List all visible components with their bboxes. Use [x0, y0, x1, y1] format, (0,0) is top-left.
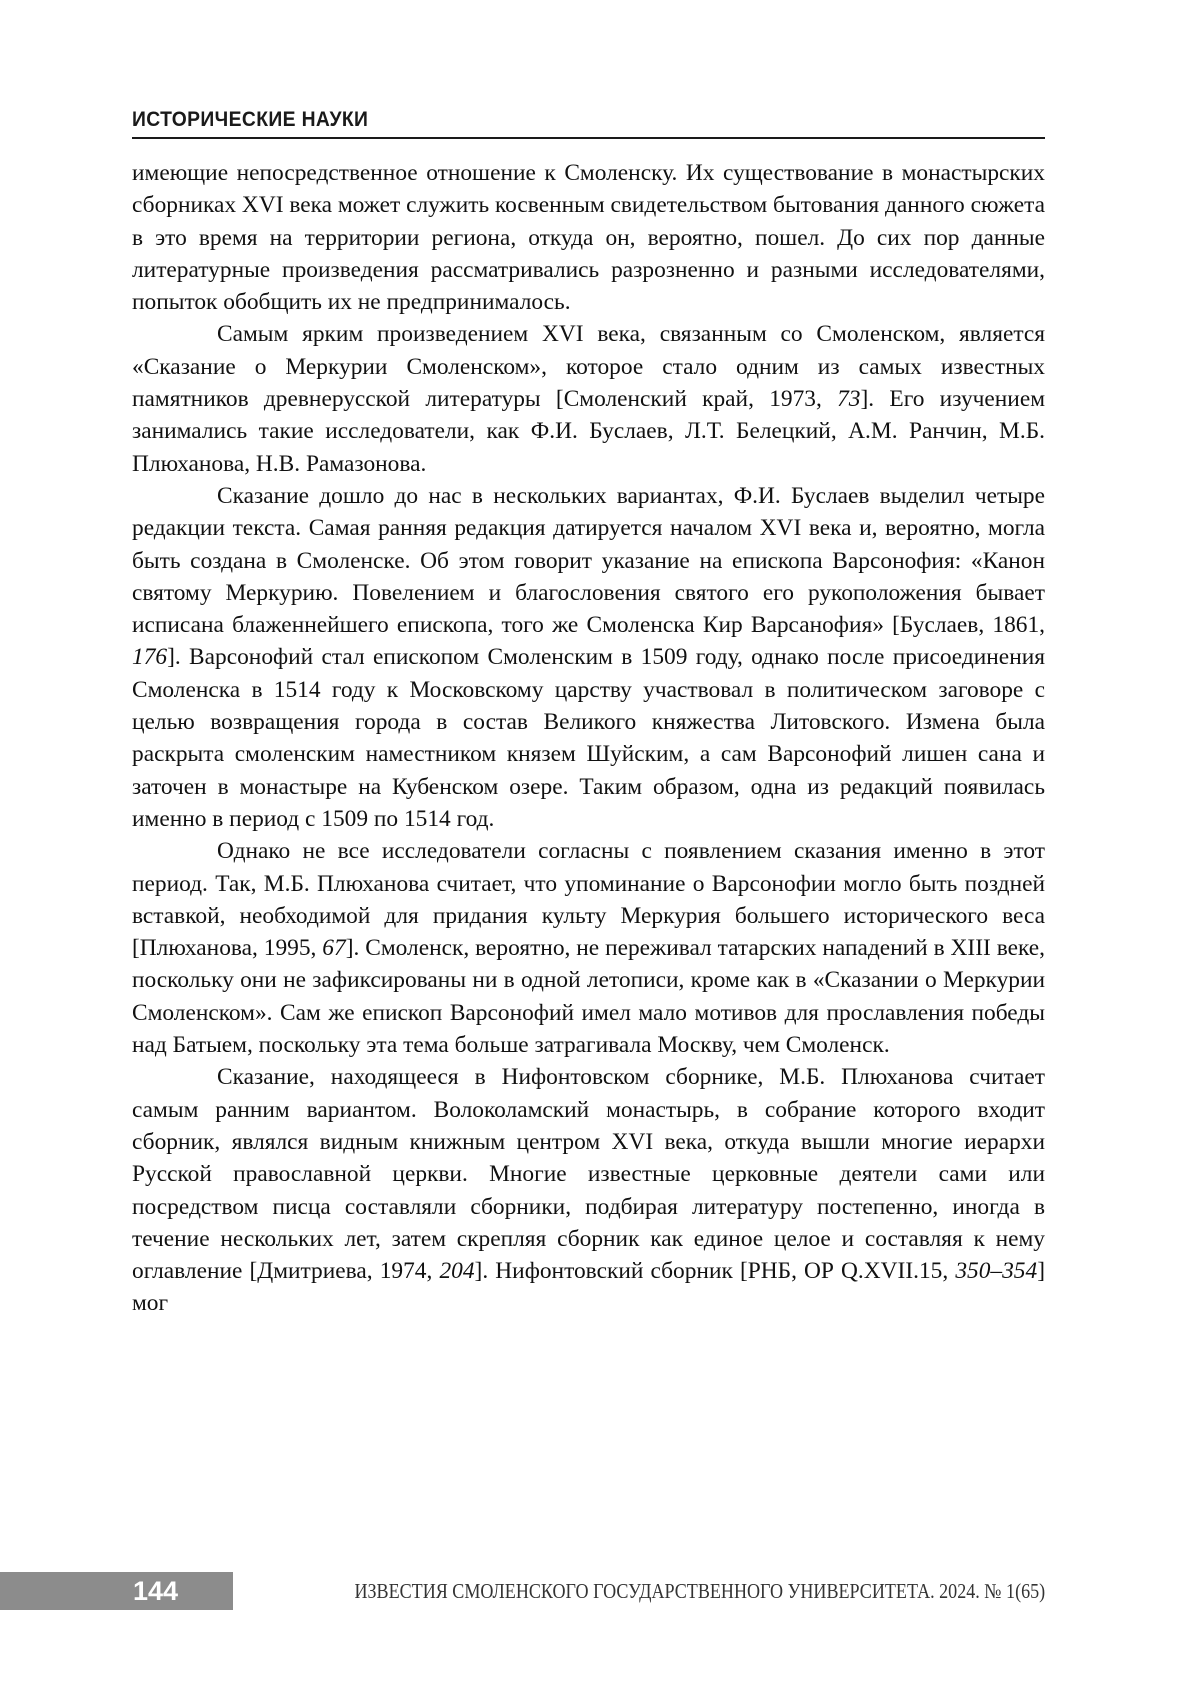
paragraph-4 — [132, 835, 1045, 1061]
page-number-box — [0, 1572, 233, 1610]
paragraph-3-text-a: Сказание дошло до нас в нескольких вариантах, Ф.И. Буслаев выделил четыре редакции текста. Самая ранняя редакция датируется началом XVI века и, вероятно, могла быть создана в Смоленске. Об этом говорит указание на епископа Варсонофия: «Канон святому Меркурию. Повелением и благословения святого его рукоположения бывает исписана блаженнейшего епископа, того же Смоленска Кир Варсанофия» [Буслаев, 1861, — [132, 482, 1045, 639]
article-body — [132, 157, 1045, 1320]
paragraph-1: имеющие непосредственное отношение к Смоленску. Их существование в монастырских сборниках XVI века может служить косвенным свидетельством бытования данного сюжета в это время на территории региона, откуда он, вероятно, пошел. До сих пор данные литературные произведения рассматривались разрозненно и разными исследователями, попыток обобщить их не предпринималось. — [132, 160, 1045, 316]
paragraph-4-text-b: ]. Смоленск, вероятно, не переживал татарских нападений в XIII веке, поскольку они не зафиксированы ни в одной летописи, кроме как в «Сказании о Меркурии Смоленском». Сам же епископ Варсонофий имел мало мотивов для прославления победы над Батыем, поскольку эта тема больше затрагивала Москву, чем Смоленск. — [132, 935, 1045, 1059]
paragraph-5-citation-page-2: 350–354 — [955, 1258, 1038, 1285]
page-number: 144 — [133, 1576, 179, 1606]
paragraph-3 — [132, 480, 1045, 835]
paragraph-5-citation-page-1: 204 — [439, 1258, 475, 1285]
paragraph-2 — [132, 318, 1045, 479]
paragraph-5 — [132, 1061, 1045, 1319]
paragraph-5-text-a: Сказание, находящееся в Нифонтовском сборнике, М.Б. Плюханова считает самым ранним вариантом. Волоколамский монастырь, в собрание которого входит сборник, являлся видным книжным центром XVI века, откуда вышли многие иерархи Русской православной церкви. Многие известные церковные деятели сами или посредством писца составляли сборники, подбирая литературу постепенно, иногда в течение нескольких лет, затем скрепляя сборник как единое целое и составляя к нему оглавление [Дмитриева, 1974, — [132, 1064, 1045, 1285]
paragraph-2-text-b: ]. Его изучением занимались такие исследователи, как Ф.И. Буслаев, Л.Т. Белецкий, А.М. Ранчин, М.Б. Плюханова, Н.В. Рамазонова. — [132, 386, 1046, 477]
paragraph-3-text-b: ]. Варсонофий стал епископом Смоленским в 1509 году, однако после присоединения Смоленска в 1514 году к Московскому царству участвовал в политическом заговоре с целью возвращения города в состав Великого княжества Литовского. Измена была раскрыта смоленским наместником князем Шуйским, а сам Варсонофий лишен сана и заточен в монастыре на Кубенском озере. Таким образом, одна из редакций появилась именно в период с 1509 по 1514 год. — [132, 644, 1045, 832]
paragraph-4-citation-page: 67 — [322, 935, 346, 962]
paragraph-2-citation-page: 73 — [837, 386, 861, 413]
running-head-section-title: ИСТОРИЧЕСКИЕ НАУКИ — [132, 108, 369, 131]
journal-title: ИЗВЕСТИЯ СМОЛЕНСКОГО ГОСУДАРСТВЕННОГО УНИВЕРСИТЕТА. 2024. № 1(65) — [354, 1579, 1045, 1603]
header-rule — [132, 137, 1045, 139]
paragraph-2-text-a: Самым ярким произведением XVI века, связанным со Смоленском, является «Сказание о Меркурии Смоленском», которое стало одним из самых известных памятников древнерусской литературы [Смоленский край, 1973, — [132, 321, 1045, 413]
paragraph-5-text-c: ] мог — [132, 1258, 1045, 1317]
paragraph-5-text-b: ]. Нифонтовский сборник [РНБ, ОР Q.XVII.15, — [474, 1258, 956, 1285]
paragraph-4-text-a: Однако не все исследователи согласны с появлением сказания именно в этот период. Так, М.Б. Плюханова считает, что упоминание о Варсонофии могло быть поздней вставкой, необходимой для придания культу Меркурия большего исторического веса [Плюханова, 1995, — [132, 838, 1045, 962]
paragraph-3-citation-page: 176 — [132, 644, 168, 671]
